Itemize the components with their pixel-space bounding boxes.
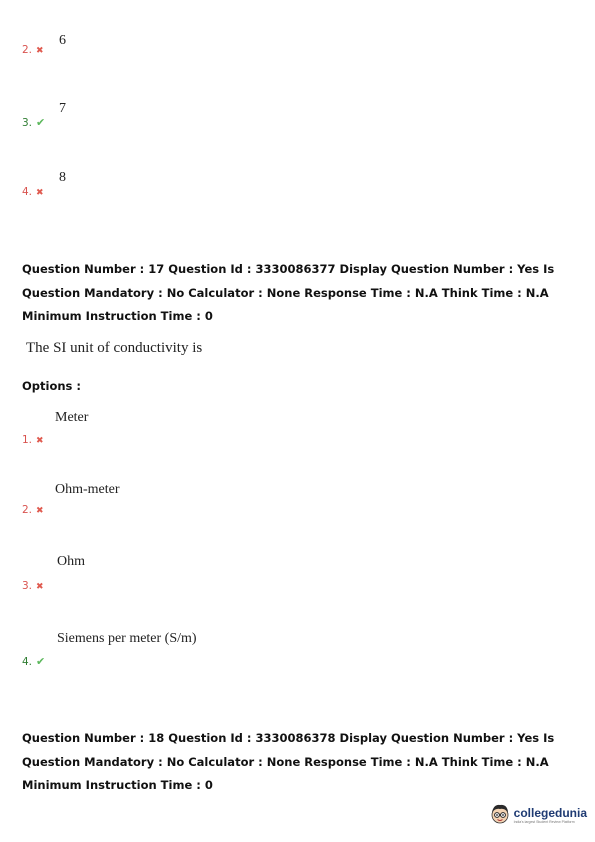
option-number: 2. <box>22 504 33 516</box>
prev-option-3 <box>22 111 45 130</box>
check-icon: ✔ <box>36 655 46 668</box>
q17-option-3-text: Ohm <box>57 554 85 569</box>
logo-tagline: India's largest Student Review Platform <box>513 820 575 824</box>
collegedunia-logo <box>489 802 587 828</box>
cross-icon: ✖ <box>36 46 44 56</box>
logo-name: collegedunia <box>513 806 587 820</box>
q17-option-3 <box>22 574 44 593</box>
option-number: 3. <box>22 117 33 129</box>
q17-option-2 <box>22 498 44 517</box>
prev-option-2 <box>22 38 44 57</box>
question-17-text: The SI unit of conductivity is <box>26 340 203 356</box>
cross-icon: ✖ <box>36 506 44 516</box>
cross-icon: ✖ <box>36 582 44 592</box>
cross-icon: ✖ <box>36 436 44 446</box>
cross-icon: ✖ <box>36 188 44 198</box>
option-number: 4. <box>22 186 33 198</box>
q17-option-2-text: Ohm-meter <box>55 482 120 497</box>
q17-option-4 <box>22 650 45 669</box>
options-label: Options : <box>22 379 81 393</box>
q17-option-1-text: Meter <box>55 410 89 425</box>
prev-option-4 <box>22 180 44 199</box>
option-number: 4. <box>22 656 33 668</box>
q17-option-1 <box>22 428 44 447</box>
option-number: 2. <box>22 44 33 56</box>
question-17-meta: Question Number : 17 Question Id : 3330086377 Display Question Number : Yes Is Question Mandatory : No Calculator : None Response Time : N.A Think Time : N.A Minimum Instruction Time : 0 <box>22 262 555 323</box>
question-18-meta: Question Number : 18 Question Id : 3330086378 Display Question Number : Yes Is Question Mandatory : No Calculator : None Response Time : N.A Think Time : N.A Minimum Instruction Time : 0 <box>22 731 555 792</box>
option-number: 3. <box>22 580 33 592</box>
student-mascot-icon <box>489 802 511 828</box>
check-icon: ✔ <box>36 116 46 129</box>
q17-option-4-text: Siemens per meter (S/m) <box>57 631 197 646</box>
option-number: 1. <box>22 434 33 446</box>
prev-option-3-text: 7 <box>59 101 66 116</box>
prev-option-2-text: 6 <box>59 33 66 48</box>
prev-option-4-text: 8 <box>59 170 66 185</box>
